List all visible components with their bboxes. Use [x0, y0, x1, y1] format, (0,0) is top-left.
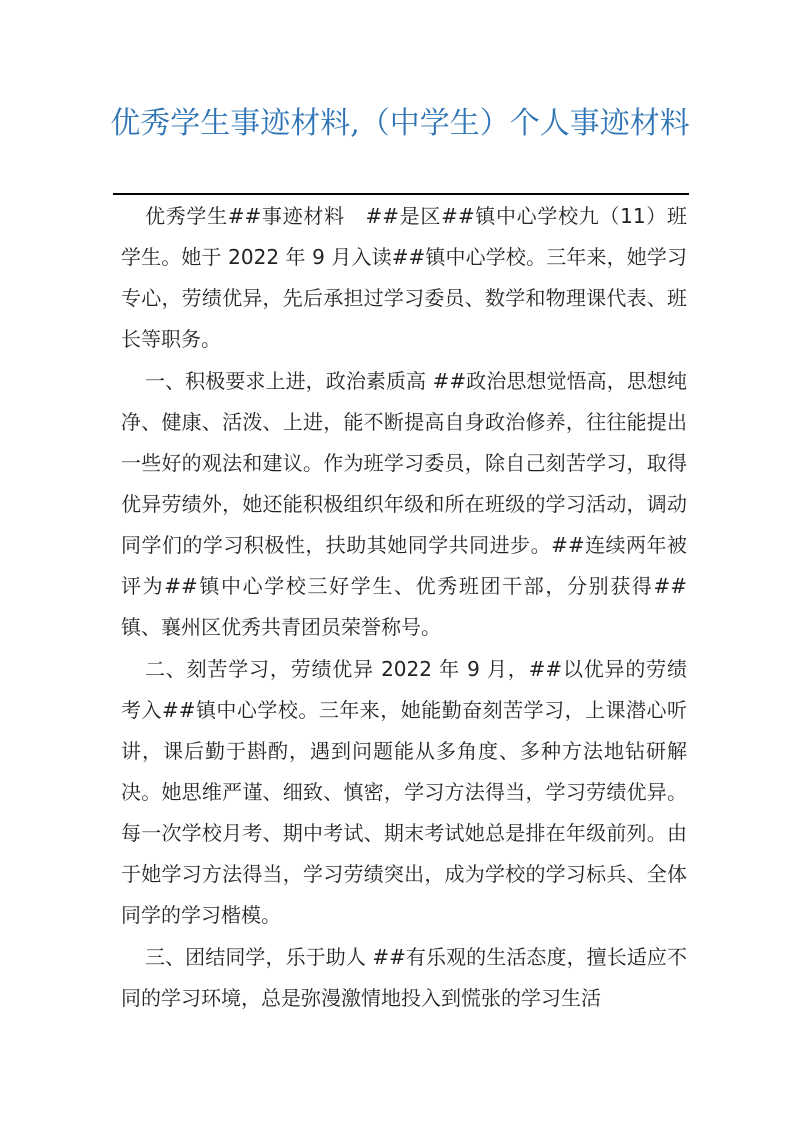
paragraph-section-2: 二、刻苦学习，劳绩优异 2022 年 9 月，##以优异的劳绩考入##镇中心学校。三年来，她能勤奋刻苦学习，上课潜心听讲，课后勤于斟酌，遇到问题能从多角度、多种方法地钻研解决。她思维严谨、细致、慎密，学习方法得当，学习劳绩优异。每一次学校月考、期中考试、期末考试她总是排在年级前列。由于她学习方法得当，学习劳绩突出，成为学校的学习标兵、全体同学的学习楷模。: [121, 657, 687, 927]
title-divider: [113, 193, 689, 195]
paragraph-section-3: 三、团结同学，乐于助人 ##有乐观的生活态度，擅长适应不同的学习环境，总是弥漫激情地投入到慌张的学习生活: [121, 945, 687, 1010]
paragraph-section-1: 一、积极要求上进，政治素质高 ##政治思想觉悟高，思想纯净、健康、活泼、上进，能不断提高自身政治修养，往往能提出一些好的观法和建议。作为班学习委员，除自己刻苦学习，取得优异劳绩外，她还能积极组织年级和所在班级的学习活动，调动同学们的学习积极性，扶助其她同学共同进步。##连续两年被评为##镇中心学校三好学生、优秀班团干部，分别获得##镇、襄州区优秀共青团员荣誉称号。: [121, 369, 687, 639]
document-title: 优秀学生事迹材料,（中学生）个人事迹材料: [110, 106, 690, 141]
document-body: [121, 196, 687, 1020]
paragraph-intro: 优秀学生##事迹材料 ##是区##镇中心学校九（11）班学生。她于 2022 年 9 月入读##镇中心学校。三年来，她学习专心，劳绩优异，先后承担过学习委员、数学和物理课代表、班长等职务。: [121, 204, 687, 351]
